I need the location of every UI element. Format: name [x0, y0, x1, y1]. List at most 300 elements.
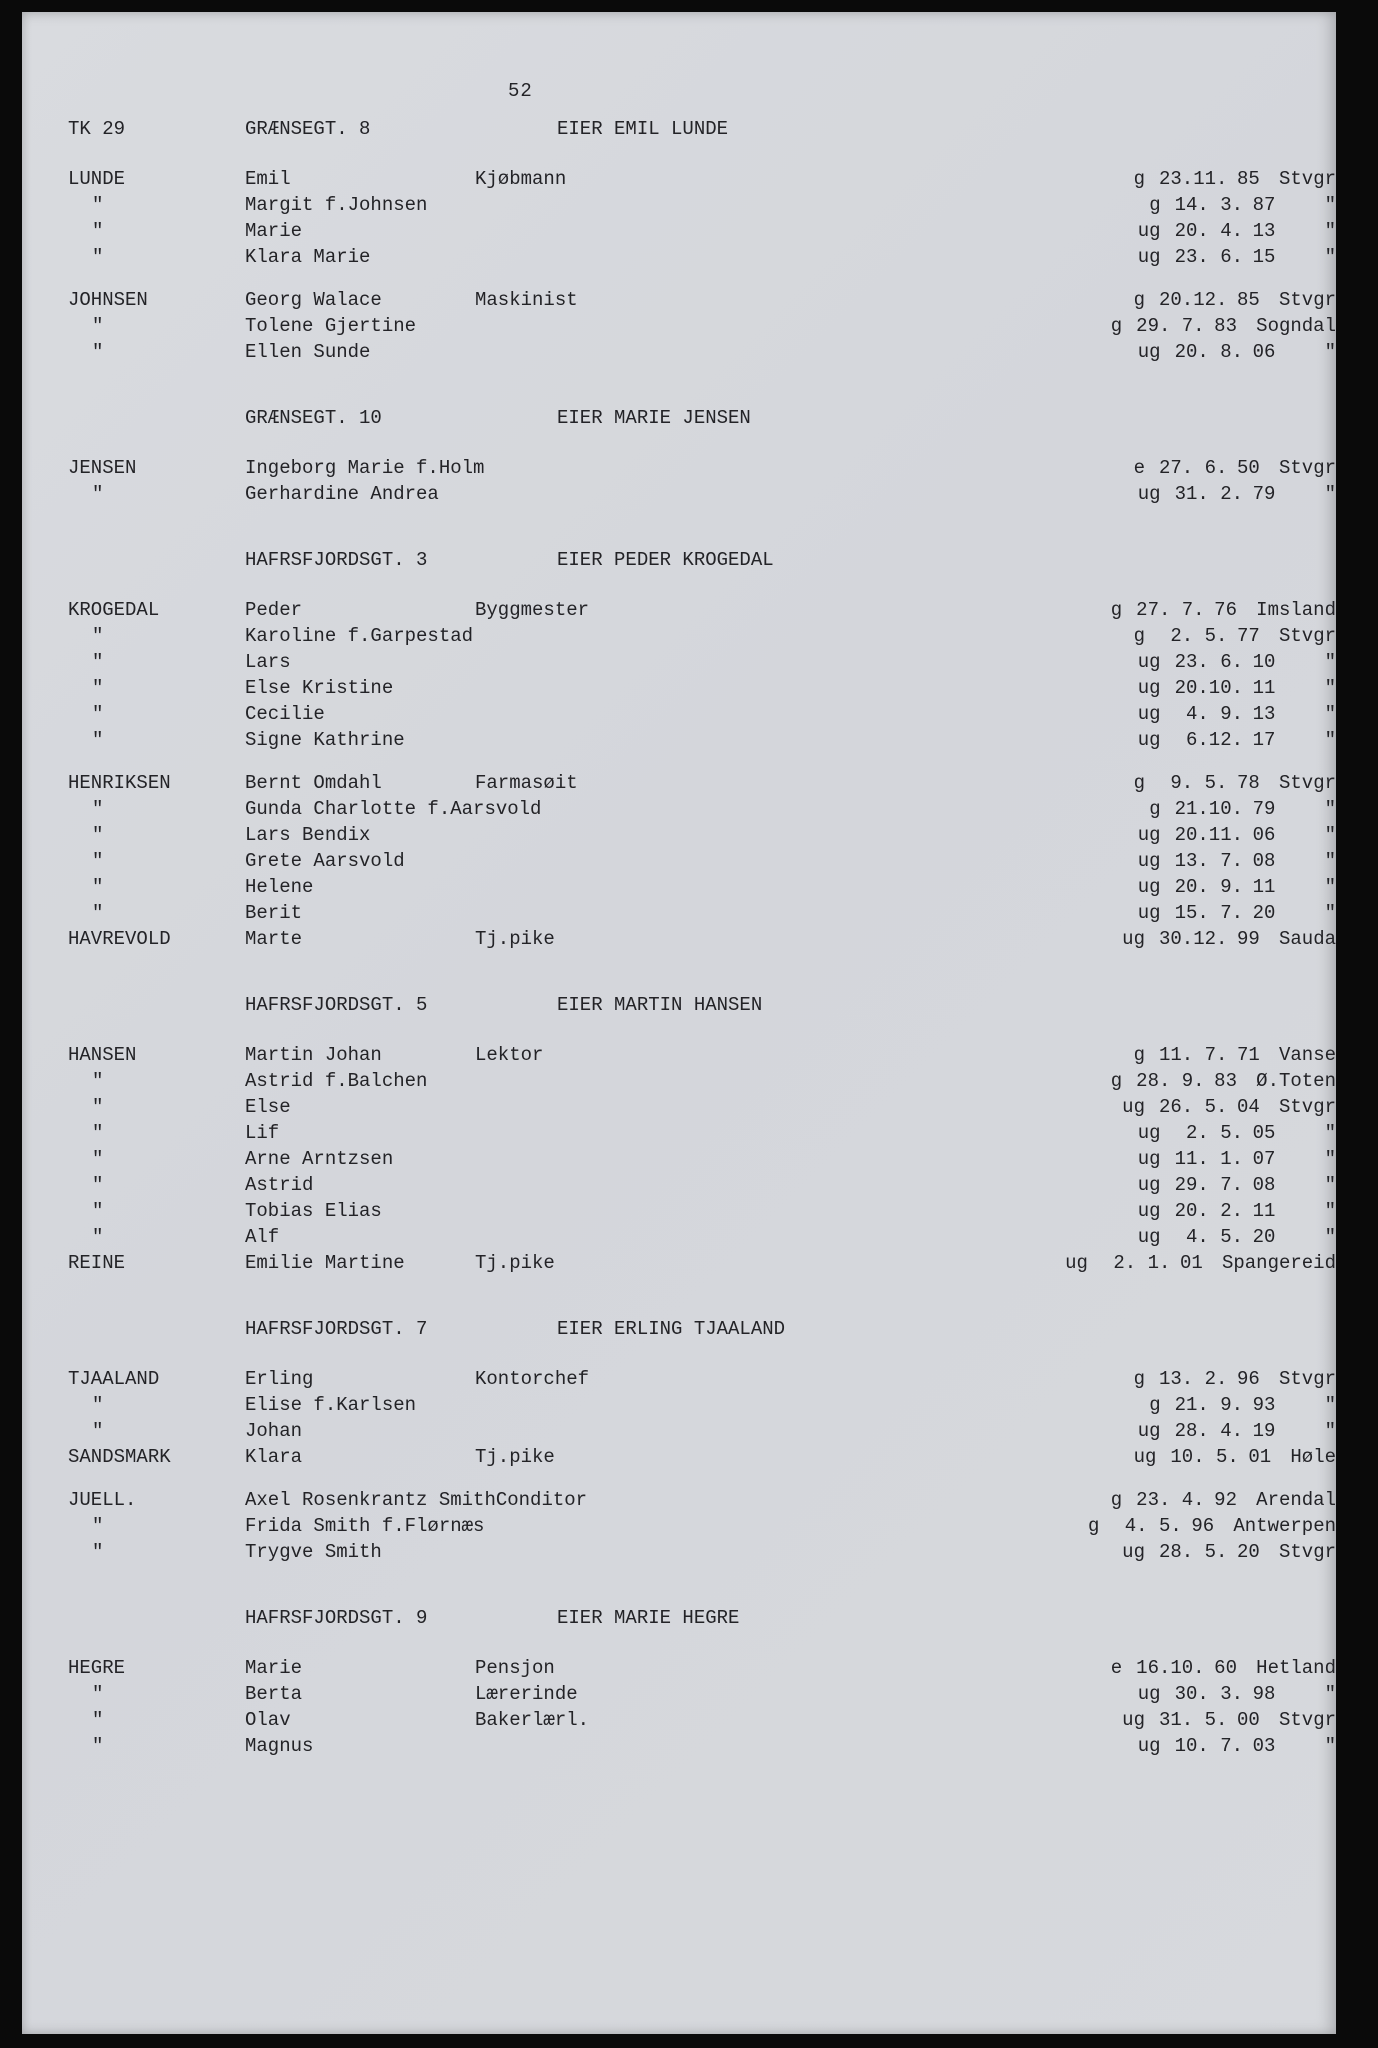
name-cell: Margit f.Johnsen [245, 194, 428, 216]
register-row [22, 1392, 1336, 1418]
status-cell: ug [1137, 1200, 1161, 1222]
status-cell: ug [1137, 341, 1161, 363]
name-cell: Gunda Charlotte f.Aarsvold [245, 798, 542, 820]
register-row [22, 1120, 1336, 1146]
register-row [22, 1068, 1336, 1094]
surname-cell: " [92, 876, 104, 898]
year-cell: 10 [1252, 651, 1276, 673]
register-row [22, 1418, 1336, 1444]
surname-cell: " [92, 1070, 104, 1092]
street-name: GRÆNSEGT. 10 [245, 407, 382, 429]
surname-cell: " [92, 483, 104, 505]
year-cell: 83 [1214, 315, 1237, 337]
register-row [22, 1042, 1336, 1068]
year-cell: 05 [1252, 1122, 1276, 1144]
place-cell: Stvgr [1278, 1368, 1336, 1390]
owner-label: EIER EMIL LUNDE [557, 118, 729, 140]
place-cell: " [1324, 1226, 1336, 1248]
place-cell: Stvgr [1278, 1709, 1336, 1731]
name-cell: Karoline f.Garpestad [245, 625, 474, 647]
occupation-cell: Kontorchef [475, 1368, 590, 1390]
date-cell: 13. 7. [1174, 850, 1244, 872]
date-cell: 15. 7. [1174, 902, 1244, 924]
place-cell: Hetland [1256, 1657, 1336, 1679]
surname-cell: " [92, 651, 104, 673]
name-cell: Klara [245, 1446, 303, 1468]
date-cell: 10. 5. [1170, 1446, 1239, 1468]
surname-cell: " [92, 1420, 104, 1442]
date-cell: 29. 7. [1174, 1174, 1244, 1196]
date-cell: 23. 6. [1174, 651, 1244, 673]
name-cell: Elise f.Karlsen [245, 1394, 417, 1416]
occupation-cell: Kjøbmann [475, 168, 567, 190]
name-cell: Olav [245, 1709, 291, 1731]
register-row [22, 1094, 1336, 1120]
place-cell: " [1324, 1122, 1336, 1144]
name-cell: Signe Kathrine [245, 729, 405, 751]
register-row [22, 701, 1336, 727]
year-cell: 04 [1236, 1096, 1260, 1118]
register-row [22, 1487, 1336, 1513]
owner-label: EIER MARIE HEGRE [557, 1607, 740, 1629]
paper-sheet [22, 12, 1336, 2034]
year-cell: 83 [1214, 1070, 1237, 1092]
name-cell: Tolene Gjertine [245, 315, 417, 337]
name-cell: Klara Marie [245, 246, 371, 268]
status-cell: g [1087, 1515, 1100, 1537]
register-row [22, 1250, 1336, 1276]
status-cell: ug [1137, 850, 1161, 872]
status-cell: ug [1137, 677, 1161, 699]
occupation-cell: Lektor [475, 1044, 544, 1066]
surname-cell: " [92, 1122, 104, 1144]
register-row [22, 339, 1336, 365]
name-cell: Marie [245, 220, 303, 242]
street-name: HAFRSFJORDSGT. 5 [245, 994, 428, 1016]
status-cell: g [1133, 289, 1145, 311]
page-number: 52 [508, 80, 533, 102]
family-group [22, 1655, 1336, 1759]
surname-cell: " [92, 1394, 104, 1416]
occupation-cell: Maskinist [475, 289, 578, 311]
year-cell: 20 [1252, 902, 1276, 924]
register-body [22, 116, 1336, 1759]
name-cell: Astrid f.Balchen [245, 1070, 428, 1092]
surname-cell: " [92, 1226, 104, 1248]
street-header [22, 116, 1336, 142]
surname-cell: " [92, 194, 104, 216]
surname-cell: " [92, 677, 104, 699]
street-header [22, 405, 1336, 431]
status-cell: ug [1137, 703, 1161, 725]
owner-label: EIER PEDER KROGEDAL [557, 549, 774, 571]
register-row [22, 1198, 1336, 1224]
occupation-cell: Tj.pike [475, 928, 555, 950]
status-cell: ug [1122, 1096, 1145, 1118]
place-cell: Antwerpen [1233, 1515, 1336, 1537]
status-cell: g [1133, 625, 1145, 647]
year-cell: 78 [1236, 772, 1260, 794]
register-row [22, 900, 1336, 926]
place-cell: Vanse [1278, 1044, 1336, 1066]
place-cell: " [1324, 729, 1336, 751]
family-group [22, 597, 1336, 753]
name-cell: Martin Johan [245, 1044, 382, 1066]
name-cell: Ellen Sunde [245, 341, 371, 363]
date-cell: 20.12. [1158, 289, 1228, 311]
place-cell: " [1324, 703, 1336, 725]
place-cell: Sogndal [1256, 315, 1336, 337]
status-cell: e [1110, 1657, 1123, 1679]
year-cell: 17 [1252, 729, 1276, 751]
date-cell: 20.10. [1174, 677, 1244, 699]
name-cell: Helene [245, 876, 314, 898]
place-cell: Stvgr [1278, 1096, 1336, 1118]
status-cell: ug [1122, 928, 1145, 950]
year-cell: 76 [1214, 599, 1237, 621]
occupation-cell: Tj.pike [475, 1446, 555, 1468]
register-row [22, 649, 1336, 675]
year-cell: 96 [1236, 1368, 1260, 1390]
status-cell: ug [1137, 1683, 1161, 1705]
surname-cell: " [92, 729, 104, 751]
name-cell: Emil [245, 168, 291, 190]
date-cell: 20. 8. [1174, 341, 1244, 363]
year-cell: 19 [1252, 1420, 1276, 1442]
date-cell: 26. 5. [1158, 1096, 1228, 1118]
street-header [22, 1316, 1336, 1342]
name-cell: Astrid [245, 1174, 314, 1196]
register-row [22, 874, 1336, 900]
register-row [22, 287, 1336, 313]
register-row [22, 623, 1336, 649]
date-cell: 21. 9. [1174, 1394, 1244, 1416]
status-cell: ug [1137, 902, 1161, 924]
register-row [22, 1655, 1336, 1681]
surname-cell: " [92, 220, 104, 242]
register-row [22, 1146, 1336, 1172]
date-cell: 23. 6. [1174, 246, 1244, 268]
surname-cell: REINE [68, 1252, 126, 1274]
register-row [22, 822, 1336, 848]
name-cell: Frida Smith f.Flørnæs [245, 1515, 485, 1537]
date-cell: 2. 5. [1174, 1122, 1244, 1144]
place-cell: " [1324, 651, 1336, 673]
surname-cell: " [92, 1174, 104, 1196]
date-cell: 21.10. [1174, 798, 1244, 820]
status-cell: g [1110, 1070, 1123, 1092]
date-cell: 29. 7. [1136, 315, 1205, 337]
owner-label: EIER MARIE JENSEN [557, 407, 751, 429]
street-name: GRÆNSEGT. 8 [245, 118, 371, 140]
place-cell: " [1324, 341, 1336, 363]
year-cell: 71 [1236, 1044, 1260, 1066]
date-cell: 31. 2. [1174, 483, 1244, 505]
year-cell: 87 [1252, 194, 1276, 216]
year-cell: 93 [1252, 1394, 1276, 1416]
status-cell: g [1110, 315, 1123, 337]
place-cell: " [1324, 902, 1336, 924]
register-row [22, 848, 1336, 874]
street-name: HAFRSFJORDSGT. 3 [245, 549, 428, 571]
surname-cell: " [92, 1515, 104, 1537]
name-cell: Tobias Elias [245, 1200, 382, 1222]
place-cell: " [1324, 850, 1336, 872]
register-row [22, 1366, 1336, 1392]
date-cell: 2. 5. [1158, 625, 1228, 647]
register-row [22, 455, 1336, 481]
name-cell: Axel Rosenkrantz Smith [245, 1489, 496, 1511]
year-cell: 11 [1252, 1200, 1276, 1222]
surname-cell: HEGRE [68, 1657, 126, 1679]
register-row [22, 1444, 1336, 1470]
surname-cell: HANSEN [68, 1044, 137, 1066]
surname-cell: HENRIKSEN [68, 772, 171, 794]
street-section [22, 1605, 1336, 1759]
register-row [22, 1172, 1336, 1198]
family-group [22, 1487, 1336, 1565]
year-cell: 01 [1179, 1252, 1203, 1274]
street-section [22, 116, 1336, 365]
status-cell: ug [1065, 1252, 1088, 1274]
place-cell: " [1324, 246, 1336, 268]
name-cell: Arne Arntzsen [245, 1148, 394, 1170]
street-section [22, 992, 1336, 1276]
place-cell: " [1324, 798, 1336, 820]
place-cell: " [1324, 483, 1336, 505]
date-cell: 4. 5. [1113, 1515, 1182, 1537]
status-cell: ug [1137, 1420, 1161, 1442]
name-cell: Lars [245, 651, 291, 673]
place-cell: " [1324, 1683, 1336, 1705]
occupation-cell: Bakerlærl. [475, 1709, 590, 1731]
name-cell: Berta [245, 1683, 303, 1705]
status-cell: ug [1137, 1735, 1161, 1757]
date-cell: 4. 9. [1174, 703, 1244, 725]
year-cell: 08 [1252, 1174, 1276, 1196]
name-cell: Marie [245, 1657, 303, 1679]
date-cell: 23. 4. [1136, 1489, 1205, 1511]
street-name: HAFRSFJORDSGT. 7 [245, 1318, 428, 1340]
status-cell: g [1149, 1394, 1161, 1416]
year-cell: 77 [1236, 625, 1260, 647]
status-cell: ug [1137, 651, 1161, 673]
register-row [22, 1681, 1336, 1707]
surname-cell: KROGEDAL [68, 599, 160, 621]
status-cell: ug [1137, 729, 1161, 751]
surname-cell: " [92, 902, 104, 924]
name-cell: Else [245, 1096, 291, 1118]
year-cell: 03 [1252, 1735, 1276, 1757]
name-cell: Georg Walace [245, 289, 382, 311]
status-cell: g [1149, 798, 1161, 820]
status-cell: g [1133, 1368, 1145, 1390]
surname-cell: " [92, 850, 104, 872]
year-cell: 06 [1252, 341, 1276, 363]
place-cell: Stvgr [1278, 772, 1336, 794]
place-cell: " [1324, 1174, 1336, 1196]
place-cell: Stvgr [1278, 289, 1336, 311]
surname-cell: JENSEN [68, 457, 137, 479]
name-cell: Peder [245, 599, 303, 621]
name-cell: Bernt Omdahl [245, 772, 382, 794]
street-header [22, 1605, 1336, 1631]
status-cell: ug [1137, 246, 1161, 268]
name-cell: Magnus [245, 1735, 314, 1757]
street-tk-label: TK 29 [68, 118, 126, 140]
street-header [22, 547, 1336, 573]
date-cell: 14. 3. [1174, 194, 1244, 216]
date-cell: 9. 5. [1158, 772, 1228, 794]
date-cell: 20. 2. [1174, 1200, 1244, 1222]
register-row [22, 770, 1336, 796]
name-cell: Trygve Smith [245, 1541, 382, 1563]
surname-cell: HAVREVOLD [68, 928, 171, 950]
year-cell: 06 [1252, 824, 1276, 846]
surname-cell: " [92, 1200, 104, 1222]
date-cell: 28. 4. [1174, 1420, 1244, 1442]
year-cell: 79 [1252, 483, 1276, 505]
year-cell: 01 [1248, 1446, 1272, 1468]
date-cell: 11. 1. [1174, 1148, 1244, 1170]
year-cell: 08 [1252, 850, 1276, 872]
surname-cell: " [92, 703, 104, 725]
date-cell: 6.12. [1174, 729, 1244, 751]
surname-cell: SANDSMARK [68, 1446, 171, 1468]
surname-cell: " [92, 625, 104, 647]
date-cell: 13. 2. [1158, 1368, 1228, 1390]
status-cell: g [1110, 1489, 1123, 1511]
date-cell: 30.12. [1158, 928, 1228, 950]
date-cell: 11. 7. [1158, 1044, 1228, 1066]
date-cell: 31. 5. [1158, 1709, 1228, 1731]
place-cell: " [1324, 1200, 1336, 1222]
place-cell: " [1324, 220, 1336, 242]
surname-cell: " [92, 341, 104, 363]
place-cell: Sauda [1278, 928, 1336, 950]
surname-cell: " [92, 1541, 104, 1563]
place-cell: " [1324, 1394, 1336, 1416]
place-cell: " [1324, 876, 1336, 898]
register-row [22, 218, 1336, 244]
date-cell: 23.11. [1158, 168, 1228, 190]
year-cell: 07 [1252, 1148, 1276, 1170]
occupation-cell: Byggmester [475, 599, 590, 621]
year-cell: 13 [1252, 703, 1276, 725]
year-cell: 85 [1236, 168, 1260, 190]
place-cell: Høle [1290, 1446, 1336, 1468]
family-group [22, 455, 1336, 507]
name-cell: Grete Aarsvold [245, 850, 405, 872]
name-cell: Gerhardine Andrea [245, 483, 439, 505]
family-group [22, 770, 1336, 952]
register-row [22, 1224, 1336, 1250]
surname-cell: " [92, 246, 104, 268]
place-cell: " [1324, 1735, 1336, 1757]
place-cell: " [1324, 194, 1336, 216]
surname-cell: " [92, 798, 104, 820]
register-row [22, 1733, 1336, 1759]
place-cell: Stvgr [1278, 1541, 1336, 1563]
date-cell: 20.11. [1174, 824, 1244, 846]
register-row [22, 313, 1336, 339]
street-header [22, 992, 1336, 1018]
name-cell: Cecilie [245, 703, 325, 725]
place-cell: " [1324, 1148, 1336, 1170]
name-cell: Else Kristine [245, 677, 394, 699]
place-cell: Imsland [1256, 599, 1336, 621]
date-cell: 2. 1. [1101, 1252, 1171, 1274]
year-cell: 99 [1236, 928, 1260, 950]
date-cell: 27. 7. [1136, 599, 1205, 621]
year-cell: 00 [1236, 1709, 1260, 1731]
year-cell: 79 [1252, 798, 1276, 820]
register-row [22, 796, 1336, 822]
name-cell: Berit [245, 902, 303, 924]
register-row [22, 1707, 1336, 1733]
status-cell: ug [1137, 1148, 1161, 1170]
surname-cell: LUNDE [68, 168, 126, 190]
status-cell: g [1110, 599, 1123, 621]
status-cell: g [1149, 194, 1161, 216]
name-cell: Ingeborg Marie f.Holm [245, 457, 485, 479]
surname-cell: " [92, 315, 104, 337]
place-cell: Spangereid [1221, 1252, 1336, 1274]
register-row [22, 166, 1336, 192]
street-section [22, 547, 1336, 952]
date-cell: 28. 5. [1158, 1541, 1228, 1563]
place-cell: Ø.Toten [1256, 1070, 1336, 1092]
register-row [22, 675, 1336, 701]
owner-label: EIER MARTIN HANSEN [557, 994, 763, 1016]
place-cell: Stvgr [1278, 625, 1336, 647]
name-cell: Emilie Martine [245, 1252, 405, 1274]
status-cell: ug [1137, 876, 1161, 898]
occupation-cell: Pensjon [475, 1657, 555, 1679]
status-cell: ug [1122, 1541, 1145, 1563]
status-cell: ug [1137, 483, 1161, 505]
status-cell: ug [1137, 1122, 1161, 1144]
family-group [22, 287, 1336, 365]
date-cell: 16.10. [1136, 1657, 1205, 1679]
year-cell: 11 [1252, 677, 1276, 699]
status-cell: ug [1133, 1446, 1157, 1468]
status-cell: ug [1137, 1226, 1161, 1248]
year-cell: 11 [1252, 876, 1276, 898]
status-cell: g [1133, 168, 1145, 190]
year-cell: 98 [1252, 1683, 1276, 1705]
register-row [22, 192, 1336, 218]
register-row [22, 1539, 1336, 1565]
date-cell: 27. 6. [1158, 457, 1228, 479]
status-cell: ug [1137, 220, 1161, 242]
place-cell: Arendal [1256, 1489, 1336, 1511]
name-cell: Johan [245, 1420, 303, 1442]
date-cell: 20. 4. [1174, 220, 1244, 242]
surname-cell: " [92, 824, 104, 846]
year-cell: 96 [1191, 1515, 1215, 1537]
register-row [22, 727, 1336, 753]
year-cell: 85 [1236, 289, 1260, 311]
date-cell: 4. 5. [1174, 1226, 1244, 1248]
year-cell: 20 [1252, 1226, 1276, 1248]
occupation-cell: Conditor [495, 1489, 588, 1511]
name-cell: Marte [245, 928, 303, 950]
place-cell: " [1324, 824, 1336, 846]
date-cell: 28. 9. [1136, 1070, 1205, 1092]
street-section [22, 405, 1336, 507]
place-cell: " [1324, 677, 1336, 699]
